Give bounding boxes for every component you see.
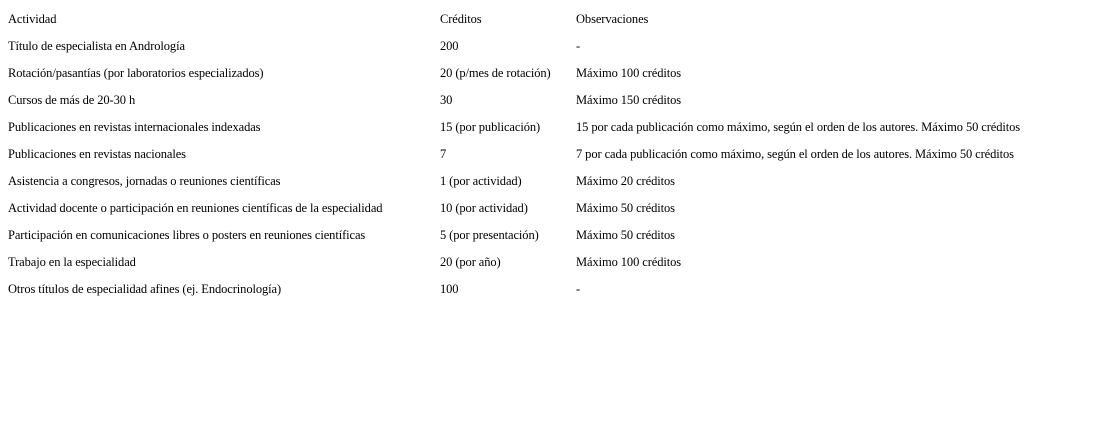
table-row [7, 196, 1021, 221]
cell-creditos: 1 (por actividad) [440, 174, 522, 188]
column-header-actividad: Actividad [8, 12, 57, 26]
cell-actividad: Participación en comunicaciones libres o posters en reuniones científicas [8, 228, 366, 242]
cell-creditos: 100 [440, 282, 459, 296]
table-row [7, 223, 1021, 248]
cell-observaciones: 15 por cada publicación como máximo, según el orden de los autores. Máximo 50 créditos [576, 120, 1021, 134]
cell-observaciones: Máximo 50 créditos [576, 228, 675, 242]
cell-observaciones: Máximo 20 créditos [576, 174, 675, 188]
cell-actividad: Rotación/pasantías (por laboratorios especializados) [8, 66, 264, 80]
cell-creditos: 30 [440, 93, 453, 107]
table-row [7, 61, 1021, 86]
cell-observaciones: - [576, 39, 581, 53]
cell-actividad: Trabajo en la especialidad [8, 255, 136, 269]
table-row [7, 277, 1021, 302]
cell-actividad: Publicaciones en revistas nacionales [8, 147, 186, 161]
cell-observaciones: Máximo 50 créditos [576, 201, 675, 215]
cell-creditos: 15 (por publicación) [440, 120, 541, 134]
cell-observaciones: 7 por cada publicación como máximo, según el orden de los autores. Máximo 50 créditos [576, 147, 1014, 161]
cell-observaciones: Máximo 100 créditos [576, 255, 682, 269]
table-row [7, 34, 1021, 59]
cell-actividad: Cursos de más de 20-30 h [8, 93, 136, 107]
cell-actividad: Otros títulos de especialidad afines (ej. Endocrinología) [8, 282, 282, 296]
cell-creditos: 10 (por actividad) [440, 201, 528, 215]
cell-creditos: 5 (por presentación) [440, 228, 539, 242]
table-row [7, 88, 1021, 113]
table-row [7, 250, 1021, 275]
table-header-row [7, 7, 1021, 32]
table-row [7, 142, 1021, 167]
table-row [7, 115, 1021, 140]
cell-creditos: 20 (por año) [440, 255, 501, 269]
cell-actividad: Asistencia a congresos, jornadas o reuniones científicas [8, 174, 281, 188]
cell-creditos: 7 [440, 147, 447, 161]
column-header-observaciones: Observaciones [576, 12, 649, 26]
column-header-creditos: Créditos [440, 12, 482, 26]
cell-observaciones: - [576, 282, 581, 296]
table-row [7, 169, 1021, 194]
cell-actividad: Actividad docente o participación en reuniones científicas de la especialidad [8, 201, 383, 215]
cell-creditos: 20 (p/mes de rotación) [440, 66, 551, 80]
credits-table [5, 5, 1023, 304]
cell-observaciones: Máximo 150 créditos [576, 93, 682, 107]
cell-actividad: Título de especialista en Andrología [8, 39, 185, 53]
cell-creditos: 200 [440, 39, 459, 53]
cell-actividad: Publicaciones en revistas internacionales indexadas [8, 120, 261, 134]
cell-observaciones: Máximo 100 créditos [576, 66, 682, 80]
